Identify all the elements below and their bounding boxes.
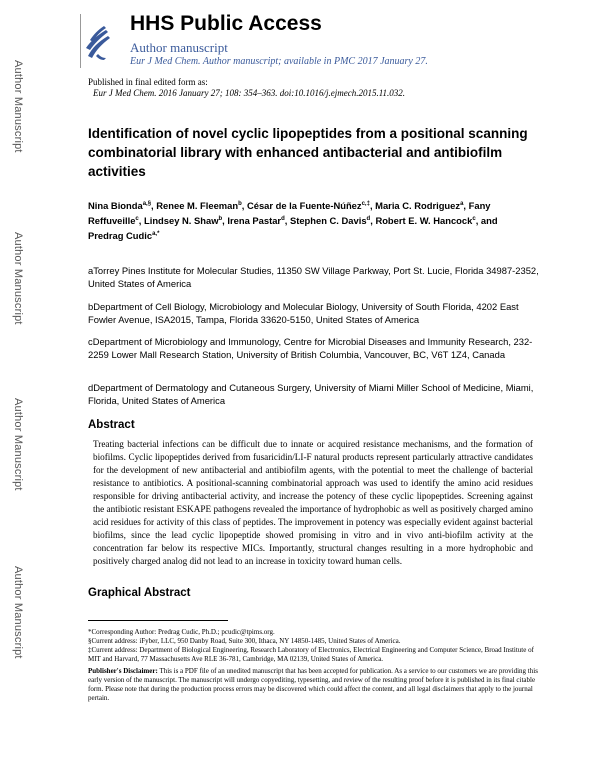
author-name: Stephen C. Davis [289,215,367,226]
published-label: Published in final edited form as: [88,77,208,87]
affiliation-a: aTorrey Pines Institute for Molecular Studies, 11350 SW Village Parkway, Port St. Lucie, Florida 34987-2352, United States of America [88,265,539,289]
author-name: Nina Bionda [88,200,143,211]
publisher-disclaimer-text: This is a PDF file of an unedited manuscript that has been accepted for publication. As a service to our customers we are providing this early version of the manuscript. The manuscript will undergo copyediting, typesetting, and review of the resulting proof before it is published in its final citable form. Please note that during the production process errors may be discovered which could affect the content, and all legal disclaimers that apply to the journal pertain. [88,667,538,702]
publisher-disclaimer-label: Publisher's Disclaimer: [88,667,158,675]
graphical-abstract-heading: Graphical Abstract [88,587,191,599]
abstract-text: Treating bacterial infections can be difficult due to innate or acquired resistance mechanisms, and the formation of biofilms. Cyclic lipopeptides derived from fusaricidin/LI-F natural products represent particularly attractive candidates for the development of new antibacterial and antibiofilm agents, with the potential to meet the challenge of bacterial resistance to antibiotics. A positional-scanning combinatorial approach was used to identify the amino acid residues responsible for driving antibacterial activity, and increase the potency of these cyclic lipopeptides. Screening against the antibiotic resistant ESKAPE pathogens revealed the importance of hydrophobic as well as positively charged amino acid residues for activity of this class of peptides. The improvement in potency was especially evident against bacterial biofilms, since the lead cyclic lipopeptide showed promising in vitro and in vivo anti-biofilm activity at the concentration far below its respective MICs. Importantly, structural changes resulting in a more hydrophobic and positively charged analog did not lead to an increase in toxicity toward human cells. [93,439,533,566]
author-list: Nina Bionda$^{a,\S}$, Renee M. Fleeman$^b$, César de la Fuente-Núñez$^{c,\ddagger}$, Maria C. Rodriguez$^a$, Fany Reffuveille$^c$, Lindsey N. Shaw$^b$, Irena Pastar$^d$, Stephen C. Davis$^d$, Robert E. W. Hancock$^c$, and Predrag Cudic$^{a,*}$ [88,200,498,241]
author-name: Fany Reffuveille [88,200,491,226]
affiliation-b: bDepartment of Cell Biology, Microbiology and Molecular Biology, University of South Florida, 4202 East Fowler Avenue, ISA2015, Tampa, Florida 33620-5150, United States of America [88,301,519,325]
side-label-author-manuscript: Author Manuscript [12,232,24,325]
author-name: Irena Pastar [227,215,282,226]
side-label-author-manuscript: Author Manuscript [12,566,24,659]
abstract-heading: Abstract [88,419,135,431]
author-affiliation-marker: c [472,215,476,222]
author-affiliation-marker: b [238,200,242,207]
author-name: Renee M. Fleeman [156,200,239,211]
author-name: Predrag Cudic [88,230,153,241]
author-affiliation-marker: d [281,215,285,222]
footnote-corresponding: *Corresponding Author: Predrag Cudic, Ph.D.; pcudic@tpims.org. [88,628,275,636]
footnote-current-address-1: §Current address: iFyber, LLC, 950 Danby Road, Suite 300, Ithaca, NY 14850-1485, United States of America. [88,637,401,645]
author-manuscript-subtitle: Author manuscript [130,40,228,55]
hhs-eagle-logo-icon [84,18,112,62]
footnote-current-address-2: ‡Current address: Department of Biological Engineering, Research Laboratory of Electronics, Electrical Engineering and Computer Science, Broad Institute of MIT and Harvard, 77 Massachusetts Ave RLE 36-781, Cambridge, MA 02139, United States of America. [88,646,534,663]
author-affiliation-marker: a,* [152,230,160,237]
publisher-disclaimer [88,667,538,703]
author-name: Robert E. W. Hancock [375,215,473,226]
affiliation-d: dDepartment of Dermatology and Cutaneous Surgery, University of Miami Miller School of Medicine, Miami, Florida, United States of America [88,382,534,406]
citation [93,88,405,98]
side-label-author-manuscript: Author Manuscript [12,60,24,153]
author-affiliation-marker: c,‡ [361,200,370,207]
author-affiliation-marker: b [218,215,223,222]
footnote-rule [88,620,228,621]
citation-text: Eur J Med Chem. 2016 January 27; 108: 354–363. doi:10.1016/j.ejmech.2015.11.032. [93,88,406,98]
author-name: Lindsey N. Shaw [143,215,219,226]
journal-availability-line [130,56,428,67]
author-affiliation-marker: a [460,200,464,207]
header-divider [80,14,81,68]
author-name: César de la Fuente-Núñez [246,200,362,211]
author-name: Maria C. Rodriguez [375,200,461,211]
paper-title: Identification of novel cyclic lipopeptides from a positional scanning combinatorial library with enhanced antibacterial and antibiofilm activities [88,126,528,179]
author-affiliation-marker: d [366,215,371,222]
author-affiliation-marker: a,§ [142,200,152,207]
journal-availability-text: Eur J Med Chem. Author manuscript; available in PMC 2017 January 27. [130,56,428,67]
side-label-author-manuscript: Author Manuscript [12,398,24,491]
hhs-public-access-title: HHS Public Access [130,12,322,35]
author-affiliation-marker: c [135,215,139,222]
affiliation-c: cDepartment of Microbiology and Immunology, Centre for Microbial Diseases and Immunity Research, 232-2259 Lower Mall Research Station, University of British Columbia, Vancouver, BC, V6T 1Z4, Canada [88,336,533,360]
